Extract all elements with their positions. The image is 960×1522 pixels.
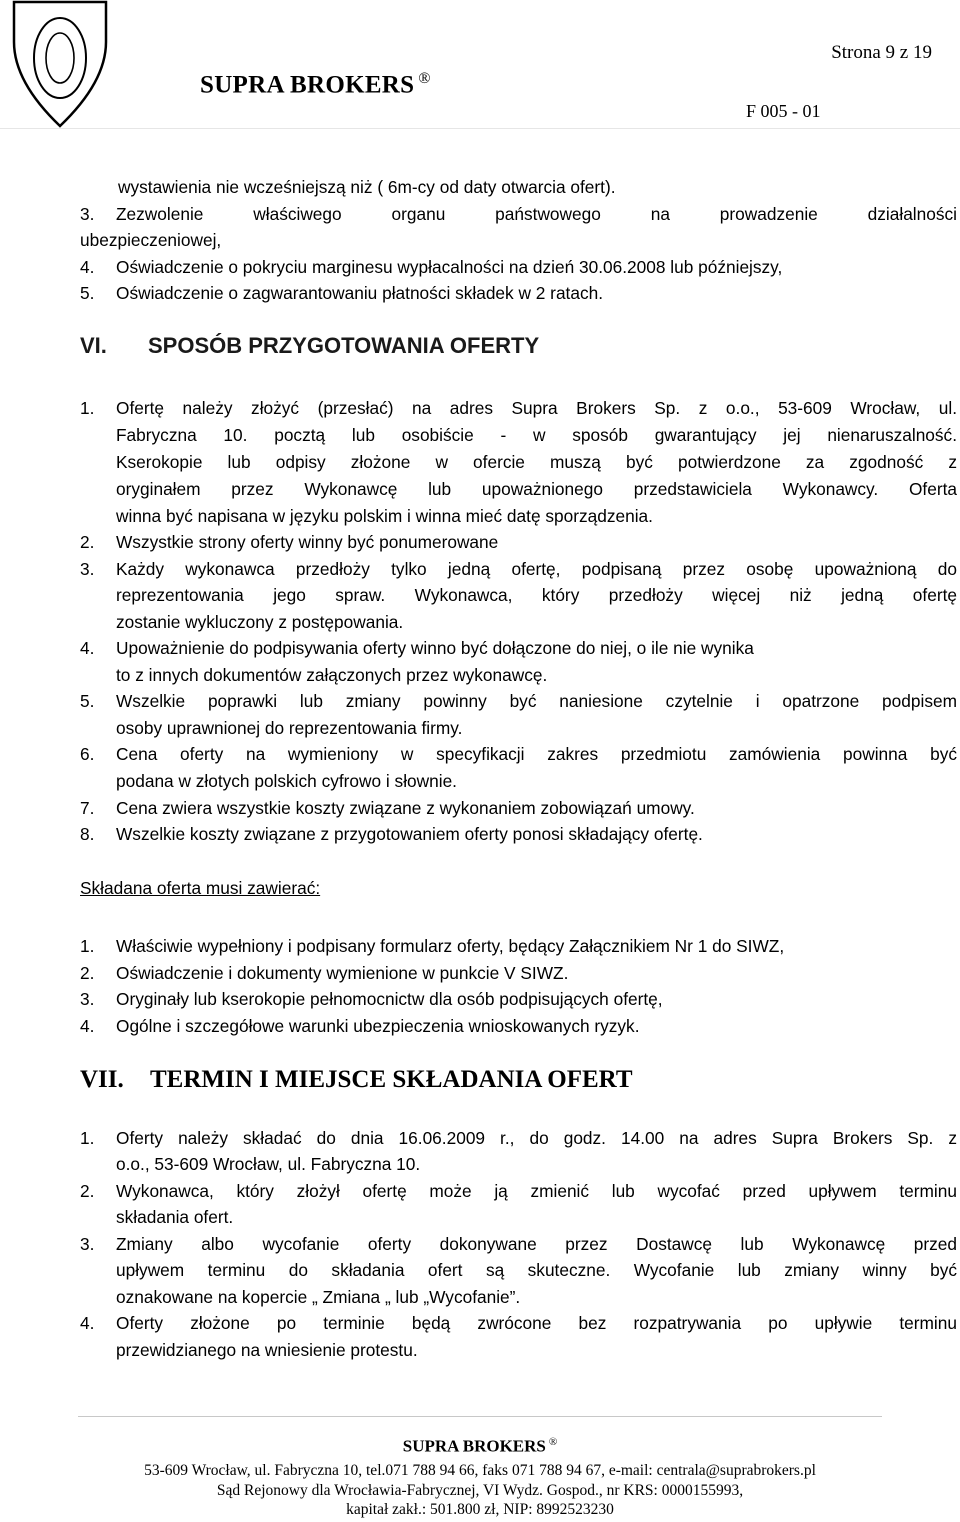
paragraph-line: Wykonawca, który złożył ofertę może ją zmienić lub wycofać przed upływem terminu (116, 1181, 957, 1201)
paragraph-line: Każdy wykonawca przedłoży tylko jedną ofertę, podpisaną przez osobę upoważnioną do (116, 559, 957, 579)
paragraph-line: Cena zwiera wszystkie koszty związane z wykonaniem zobowiązań umowy. (116, 798, 695, 818)
page-number: Strona 9 z 19 (831, 42, 932, 63)
intro-item-3: Zezwolenie właściwego organu państwowego na prowadzenie działalności (116, 204, 957, 224)
paragraph-line: o.o., 53-609 Wrocław, ul. Fabryczna 10. (116, 1154, 421, 1174)
section-number: VI. (80, 333, 107, 358)
list-number: 1. (80, 398, 95, 418)
paragraph-line: Wszelkie koszty związane z przygotowaniem oferty ponosi składający ofertę. (116, 824, 703, 844)
paragraph-line: Cena oferty na wymieniony w specyfikacji zakres przedmiotu zamówienia powinna być (116, 744, 957, 764)
paragraph-line: składania ofert. (116, 1207, 234, 1227)
header-divider (0, 128, 960, 129)
paragraph-line: to z innych dokumentów załączonych przez wykonawcę. (116, 665, 548, 685)
footer-brand: SUPRA BROKERS ® (402, 1436, 558, 1456)
paragraph-line: oznakowane na kopercie „ Zmiana „ lub „Wycofanie”. (116, 1287, 521, 1307)
footer-divider (78, 1416, 882, 1417)
paragraph-line: oryginałem przez Wykonawcę lub upoważnionego przedstawiciela Wykonawcy. Oferta (116, 479, 957, 499)
contents-item: Oświadczenie i dokumenty wymienione w punkcie V SIWZ. (116, 963, 569, 983)
list-number: 3. (80, 1234, 95, 1254)
section-title: TERMIN I MIEJSCE SKŁADANIA OFERT (150, 1066, 633, 1093)
list-number: 5. (80, 691, 95, 711)
list-number: 1. (80, 936, 95, 956)
paragraph-line: Upoważnienie do podpisywania oferty winno być dołączone do niej, o ile nie wynika (116, 638, 754, 658)
section-title: SPOSÓB PRZYGOTOWANIA OFERTY (148, 333, 540, 358)
paragraph-line: Zmiany albo wycofanie oferty dokonywane przez Dostawcę lub Wykonawcę przed (116, 1234, 957, 1254)
intro-item-5: Oświadczenie o zagwarantowaniu płatności składek w 2 ratach. (116, 283, 604, 303)
header-brand: SUPRA BROKERS ® (200, 70, 431, 99)
list-number: 3. (80, 559, 95, 579)
paragraph-line: upływem terminu do składania ofert są skuteczne. Wycofanie lub zmiany winny być (116, 1260, 957, 1280)
list-number: 2. (80, 532, 95, 552)
list-number: 7. (80, 798, 95, 818)
paragraph-line: Wszystkie strony oferty winny być ponumerowane (116, 532, 499, 552)
paragraph-line: Oferty należy składać do dnia 16.06.2009 r., do godz. 14.00 na adres Supra Brokers Sp. z (116, 1128, 957, 1148)
paragraph-line: Oferty złożone po terminie będą zwrócone bez rozpatrywania po upływie terminu (116, 1313, 957, 1333)
paragraph-line: Ofertę należy złożyć (przesłać) na adres Supra Brokers Sp. z o.o., 53-609 Wrocław, ul. (116, 398, 957, 418)
paragraph-line: Kserokopie lub odpisy złożone w ofercie muszą być potwierdzone za zgodność z (116, 452, 957, 472)
paragraph-line: przewidzianego na wniesienie protestu. (116, 1340, 418, 1360)
footer-registry: Sąd Rejonowy dla Wrocławia-Fabrycznej, VI Wydz. Gospod., nr KRS: 0000155993, (216, 1482, 744, 1499)
form-code: F 005 - 01 (746, 101, 821, 121)
list-number: 4. (80, 257, 95, 277)
list-number: 4. (80, 1016, 95, 1036)
footer-capital: kapitał zakł.: 501.800 zł, NIP: 8992523230 (346, 1501, 614, 1518)
paragraph-line: winna być napisana w języku polskim i winna mieć datę sporządzenia. (116, 506, 653, 526)
contents-heading: Składana oferta musi zawierać: (80, 878, 321, 898)
footer-address: 53-609 Wrocław, ul. Fabryczna 10, tel.071 788 94 66, faks 071 788 94 67, e-mail: centrala@suprabrokers.pl (144, 1462, 816, 1479)
paragraph-line: zostanie wykluczony z postępowania. (116, 612, 404, 632)
list-number: 5. (80, 283, 95, 303)
contents-item: Ogólne i szczegółowe warunki ubezpieczenia wnioskowanych ryzyk. (116, 1016, 640, 1036)
list-number: 8. (80, 824, 95, 844)
paragraph-line: Fabryczna 10. pocztą lub osobiście - w sposób gwarantujący jej nienaruszalność. (116, 425, 957, 445)
intro-item-3-cont: ubezpieczeniowej, (80, 230, 222, 250)
paragraph-line: reprezentowania jego spraw. Wykonawca, który przedłoży więcej niż jedną ofertę (116, 585, 957, 605)
list-number: 6. (80, 744, 95, 764)
list-number: 4. (80, 638, 95, 658)
list-number: 3. (80, 204, 95, 224)
list-number: 2. (80, 963, 95, 983)
contents-item: Właściwie wypełniony i podpisany formularz oferty, będący Załącznikiem Nr 1 do SIWZ, (116, 936, 785, 956)
list-number: 4. (80, 1313, 95, 1333)
paragraph-line: osoby uprawnionej do reprezentowania firmy. (116, 718, 463, 738)
paragraph-line: Wszelkie poprawki lub zmiany powinny być naniesione czytelnie i opatrzone podpisem (116, 691, 957, 711)
company-logo (0, 0, 120, 130)
intro-continuation: wystawienia nie wcześniejszą niż ( 6m-cy od daty otwarcia ofert). (118, 177, 616, 197)
contents-item: Oryginały lub kserokopie pełnomocnictw dla osób podpisujących ofertę, (116, 989, 663, 1009)
section-number: VII. (80, 1066, 124, 1093)
paragraph-line: podana w złotych polskich cyfrowo i słownie. (116, 771, 457, 791)
list-number: 1. (80, 1128, 95, 1148)
list-number: 2. (80, 1181, 95, 1201)
list-number: 3. (80, 989, 95, 1009)
intro-item-4: Oświadczenie o pokryciu marginesu wypłacalności na dzień 30.06.2008 lub późniejszy, (116, 257, 783, 277)
